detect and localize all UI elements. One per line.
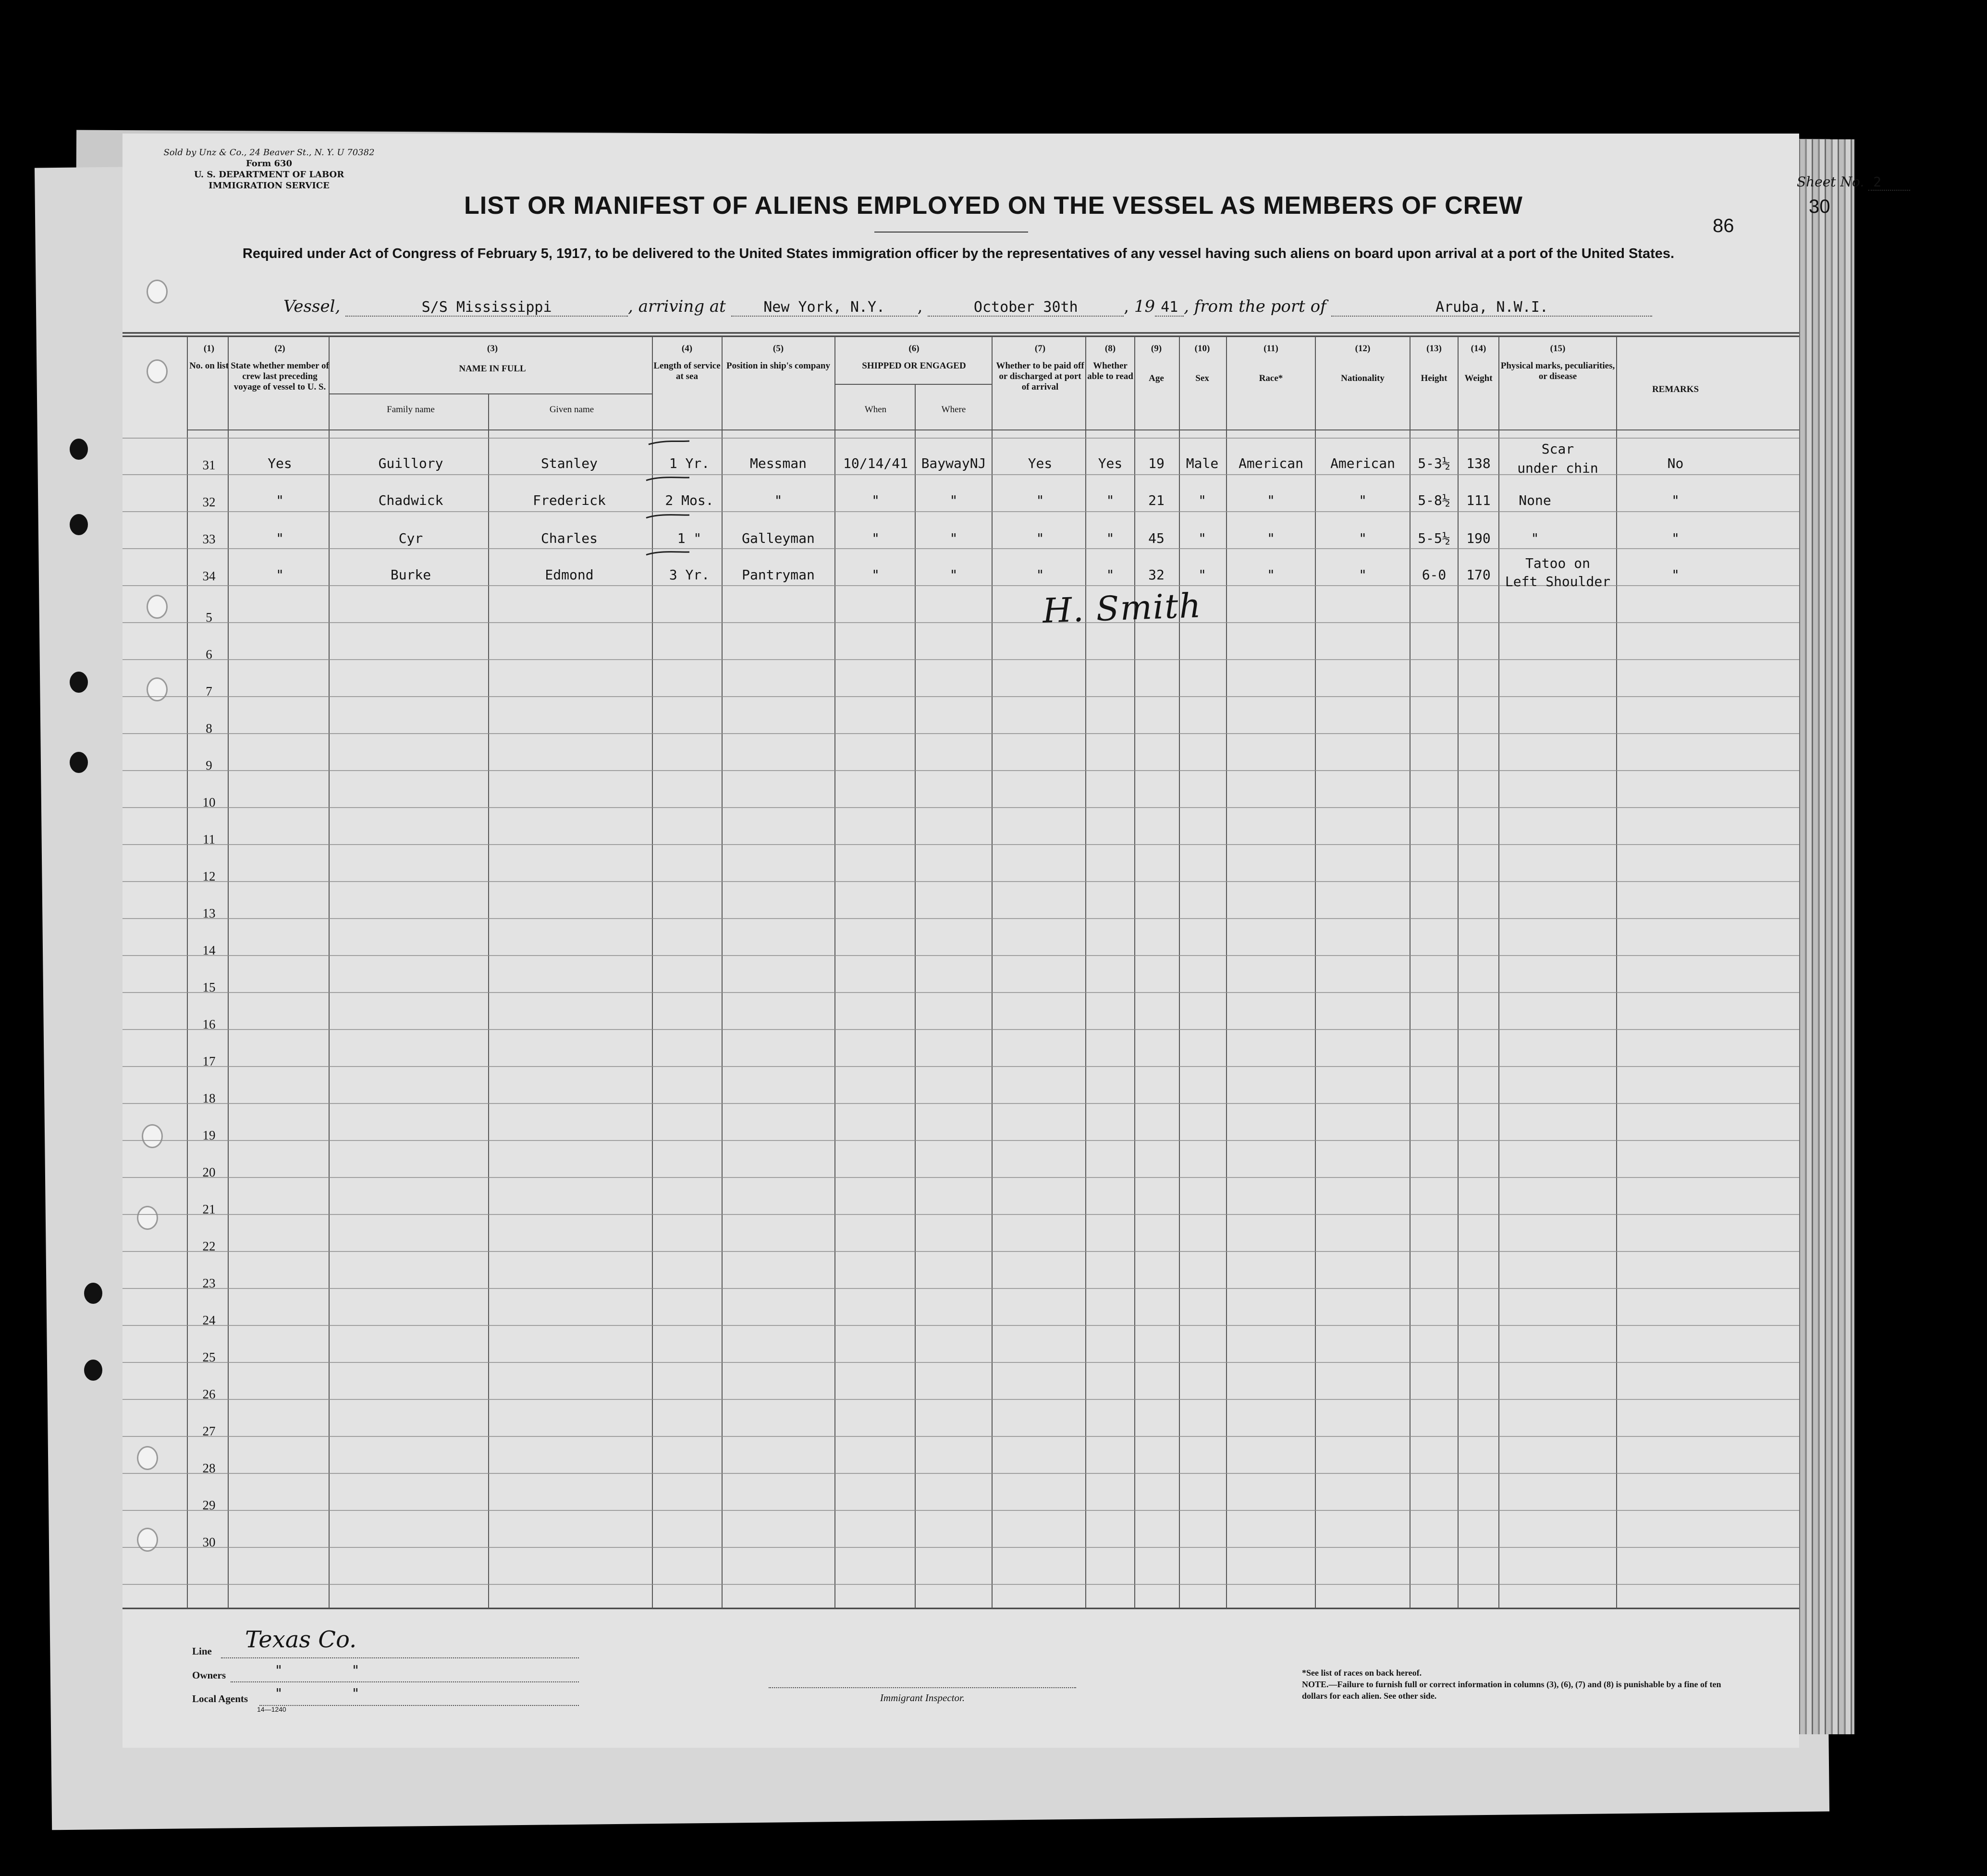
col15-label: Physical marks, peculiarities, or disease	[1500, 361, 1615, 381]
height-cell: 5-3½	[1418, 455, 1450, 471]
row-number: 12	[202, 869, 216, 883]
nationality-cell: "	[1359, 492, 1367, 508]
form-number: Form 630	[245, 159, 293, 169]
col3-header	[331, 343, 653, 374]
binder-hole	[84, 1283, 102, 1304]
binder-hole	[70, 439, 88, 460]
manifest-table	[123, 331, 1799, 1614]
service-length-cell: 1 "	[677, 530, 702, 546]
height-cell: 5-8½	[1418, 492, 1450, 508]
col5-label: Position in ship's company	[726, 361, 830, 371]
row-number: 15	[202, 980, 216, 994]
stamped-page-number: 86	[1713, 215, 1734, 236]
row-number: 30	[202, 1535, 216, 1549]
col8-label: Whether able to read	[1087, 361, 1133, 381]
races-note: *See list of races on back hereof.	[1302, 1668, 1422, 1678]
department-name: U. S. DEPARTMENT OF LABOR	[194, 170, 344, 180]
col14-header	[1458, 343, 1499, 384]
col7-label: Whether to be paid off or discharged at port of arrival	[996, 361, 1084, 392]
remarks-cell: "	[1671, 530, 1680, 546]
row-number: 34	[202, 569, 216, 583]
age-cell: 32	[1148, 567, 1165, 583]
prev-voyage-cell: "	[276, 492, 284, 508]
able-to-read-cell: "	[1106, 530, 1115, 546]
family-name-header: Family name	[387, 405, 435, 415]
given-name-cell: Charles	[540, 530, 598, 546]
physical-marks-cell: None	[1519, 492, 1551, 508]
col13-number: (13)	[1426, 343, 1442, 354]
position-cell: Galleyman	[742, 530, 815, 546]
penalty-note: NOTE.—Failure to furnish full or correct information in columns (3), (6), (7) and (8) is punishable by a fine of ten dollars for each alien. See other side.	[1302, 1680, 1721, 1701]
vessel-label: Vessel,	[283, 297, 341, 316]
col6-number: (6)	[908, 343, 920, 354]
col3-number: (3)	[487, 343, 498, 354]
col9-header	[1135, 343, 1178, 384]
row-number: 5	[206, 610, 212, 625]
remarks-header: REMARKS	[1652, 384, 1699, 394]
family-name-cell: Chadwick	[378, 492, 443, 508]
age-cell: 45	[1148, 530, 1165, 546]
col11-label: Race*	[1259, 373, 1283, 383]
col14-number: (14)	[1471, 343, 1486, 354]
arrival-port: New York, N.Y.	[731, 299, 918, 317]
col12-label: Nationality	[1341, 373, 1385, 383]
col10-label: Sex	[1195, 373, 1209, 383]
able-to-read-cell: Yes	[1098, 455, 1123, 471]
row-number: 31	[202, 458, 216, 472]
shipped-where-cell: "	[949, 567, 958, 583]
able-to-read-cell: "	[1106, 567, 1115, 583]
col12-number: (12)	[1355, 343, 1371, 354]
physical-marks-cell: under chin	[1517, 460, 1598, 476]
able-to-read-cell: "	[1106, 492, 1115, 508]
col10-number: (10)	[1194, 343, 1210, 354]
prev-voyage-cell: "	[276, 530, 284, 546]
col8-header	[1087, 343, 1134, 382]
sex-cell: "	[1198, 492, 1206, 508]
row-number: 29	[202, 1498, 216, 1512]
service-length-cell: 3 Yr.	[669, 567, 710, 583]
age-cell: 19	[1148, 455, 1165, 471]
col1-label: No. on list	[189, 361, 229, 371]
sheet-number	[1797, 174, 1910, 190]
binder-hole	[70, 752, 88, 773]
publisher-text: Sold by Unz & Co., 24 Beaver St., N. Y. U 70382	[163, 147, 375, 158]
row-number: 8	[206, 721, 212, 736]
col9-number: (9)	[1151, 343, 1162, 354]
age-cell: 21	[1148, 492, 1165, 508]
given-name-header: Given name	[549, 405, 594, 415]
arrival-date: October 30th	[928, 299, 1124, 317]
weight-cell: 190	[1466, 530, 1491, 546]
shipped-where-cell: "	[949, 492, 958, 508]
physical-marks-cell: Left Shoulder	[1505, 574, 1611, 589]
remarks-cell: "	[1671, 567, 1680, 583]
col11-number: (11)	[1263, 343, 1278, 354]
shipped-where-cell: BaywayNJ	[921, 455, 986, 471]
row-number: 23	[202, 1276, 216, 1290]
col6-header	[836, 343, 992, 371]
physical-marks-cell: Tatoo on	[1525, 555, 1590, 571]
race-cell: "	[1267, 567, 1275, 583]
sheet-number-value: 2	[1868, 174, 1910, 191]
line-label: Line	[192, 1645, 212, 1657]
footer-notes	[1302, 1667, 1749, 1702]
col14-label: Weight	[1464, 373, 1493, 383]
service-name: IMMIGRATION SERVICE	[209, 181, 330, 191]
row-number: 16	[202, 1017, 216, 1031]
arriving-label: , arriving at	[628, 297, 726, 316]
from-port-label: , from the port of	[1184, 297, 1326, 316]
weight-cell: 138	[1466, 455, 1491, 471]
race-cell: American	[1239, 455, 1303, 471]
col15-number: (15)	[1550, 343, 1566, 354]
row-number: 17	[202, 1054, 216, 1068]
prev-voyage-cell: Yes	[268, 455, 292, 471]
paid-off-cell: Yes	[1028, 455, 1053, 471]
voyage-line: Vessel, S/S Mississippi , arriving at New York, N.Y. , October 30th , 19 41 , from the port of Aruba, N.W.I.	[283, 297, 1652, 317]
remarks-cell: "	[1671, 492, 1680, 508]
race-cell: "	[1267, 530, 1275, 546]
col15-header	[1499, 343, 1617, 382]
row-number: 27	[202, 1424, 216, 1438]
nationality-cell: American	[1330, 455, 1395, 471]
col13-header	[1410, 343, 1458, 384]
weight-cell: 170	[1466, 567, 1491, 583]
shipped-when-cell: "	[871, 492, 880, 508]
row-number: 7	[206, 684, 212, 699]
row-number: 10	[202, 795, 216, 809]
row-number: 24	[202, 1313, 216, 1327]
height-cell: 6-0	[1422, 567, 1447, 583]
row-number: 20	[202, 1165, 216, 1179]
col1-header	[187, 343, 231, 371]
given-name-cell: Frederick	[533, 492, 606, 508]
binder-hole	[84, 1360, 102, 1381]
shipped-when-header: When	[864, 405, 887, 415]
col5-header	[723, 343, 834, 371]
position-cell: "	[774, 492, 783, 508]
document-subtitle: Required under Act of Congress of February 5, 1917, to be delivered to the United States immigration officer by the representatives of any vessel having such aliens on board upon arrival at a port of the United States.	[242, 246, 1675, 261]
form-publisher-tag	[159, 147, 380, 191]
year-prefix: 19	[1134, 297, 1155, 316]
row-number: 13	[202, 906, 216, 920]
sex-cell: "	[1198, 567, 1206, 583]
physical-marks-cell: "	[1531, 530, 1539, 546]
row-number: 22	[202, 1239, 216, 1253]
service-length-cell: 1 Yr.	[669, 455, 710, 471]
col7-header	[994, 343, 1086, 392]
sex-cell: "	[1198, 530, 1206, 546]
local-agents-field	[259, 1700, 579, 1706]
table-rules	[123, 331, 1799, 1614]
service-length-cell: 2 Mos.	[665, 492, 714, 508]
shipped-where-cell: "	[949, 530, 958, 546]
family-name-cell: Guillory	[378, 455, 443, 471]
vessel-name: S/S Mississippi	[345, 299, 628, 317]
col11-header	[1227, 343, 1315, 384]
physical-marks-cell: Scar	[1541, 441, 1574, 457]
family-name-cell: Burke	[390, 567, 431, 583]
binder-hole	[70, 514, 88, 535]
line-field	[221, 1653, 579, 1658]
shipped-when-cell: 10/14/41	[843, 455, 908, 471]
col1-number: (1)	[203, 343, 215, 354]
weight-cell: 111	[1466, 492, 1491, 508]
document-title: LIST OR MANIFEST OF ALIENS EMPLOYED ON THE VESSEL AS MEMBERS OF CREW	[464, 192, 1523, 220]
col12-header	[1315, 343, 1410, 384]
col2-label: State whether member of crew last preceding voyage of vessel to U. S.	[231, 361, 329, 392]
paid-off-cell: "	[1036, 530, 1044, 546]
agents-value: "	[274, 1685, 283, 1701]
local-agents-label: Local Agents	[192, 1693, 248, 1704]
given-name-cell: Stanley	[540, 455, 598, 471]
shipped-where-header: Where	[941, 405, 966, 415]
paid-off-cell: "	[1036, 567, 1044, 583]
race-cell: "	[1267, 492, 1275, 508]
title-divider	[874, 232, 1028, 233]
nationality-cell: "	[1359, 530, 1367, 546]
form-code: 14—1240	[257, 1705, 286, 1713]
inspector-signature: H. Smith	[1042, 586, 1202, 631]
owners-value: "	[274, 1662, 283, 1678]
binder-hole	[147, 280, 168, 304]
immigrant-inspector-line: Immigrant Inspector.	[769, 1687, 1076, 1704]
owners-value: "	[351, 1662, 360, 1678]
position-cell: Messman	[749, 455, 807, 471]
col3-label: NAME IN FULL	[459, 364, 526, 374]
row-number: 6	[206, 647, 212, 662]
agents-value: "	[351, 1685, 360, 1701]
col4-header	[653, 343, 721, 382]
row-number: 28	[202, 1461, 216, 1475]
col2-header	[231, 343, 329, 392]
row-number: 32	[202, 495, 216, 509]
col13-label: Height	[1421, 373, 1447, 383]
owners-label: Owners	[192, 1669, 226, 1681]
row-number: 19	[202, 1128, 216, 1142]
family-name-cell: Cyr	[398, 530, 423, 546]
col7-number: (7)	[1034, 343, 1046, 354]
col10-header	[1179, 343, 1225, 384]
remarks-cell: No	[1667, 455, 1684, 471]
row-number: 33	[202, 532, 216, 546]
edge-page-number: 30	[1809, 196, 1830, 217]
given-name-cell: Edmond	[545, 567, 594, 583]
col2-number: (2)	[274, 343, 285, 354]
paid-off-cell: "	[1036, 492, 1044, 508]
shipped-when-cell: "	[871, 530, 880, 546]
position-cell: Pantryman	[742, 567, 815, 583]
col9-label: Age	[1149, 373, 1164, 383]
col4-number: (4)	[681, 343, 693, 354]
nationality-cell: "	[1359, 567, 1367, 583]
height-cell: 5-5½	[1418, 530, 1450, 546]
line-value: Texas Co.	[245, 1626, 357, 1653]
col8-number: (8)	[1104, 343, 1116, 354]
departure-port: Aruba, N.W.I.	[1331, 299, 1652, 317]
col6-label: SHIPPED OR ENGAGED	[862, 361, 966, 371]
row-number: 11	[203, 832, 215, 846]
row-number: 14	[202, 943, 216, 957]
row-number: 25	[202, 1350, 216, 1364]
arrival-year: 41	[1155, 299, 1184, 317]
col5-number: (5)	[773, 343, 784, 354]
row-number: 18	[202, 1091, 216, 1105]
sheet-number-label: Sheet No.	[1796, 174, 1864, 190]
binder-hole	[70, 672, 88, 693]
row-number: 21	[202, 1202, 216, 1216]
row-number: 26	[202, 1387, 216, 1401]
sex-cell: Male	[1186, 455, 1219, 471]
col4-label: Length of service at sea	[653, 361, 721, 381]
shipped-when-cell: "	[871, 567, 880, 583]
row-number: 9	[206, 758, 212, 772]
prev-voyage-cell: "	[276, 567, 284, 583]
